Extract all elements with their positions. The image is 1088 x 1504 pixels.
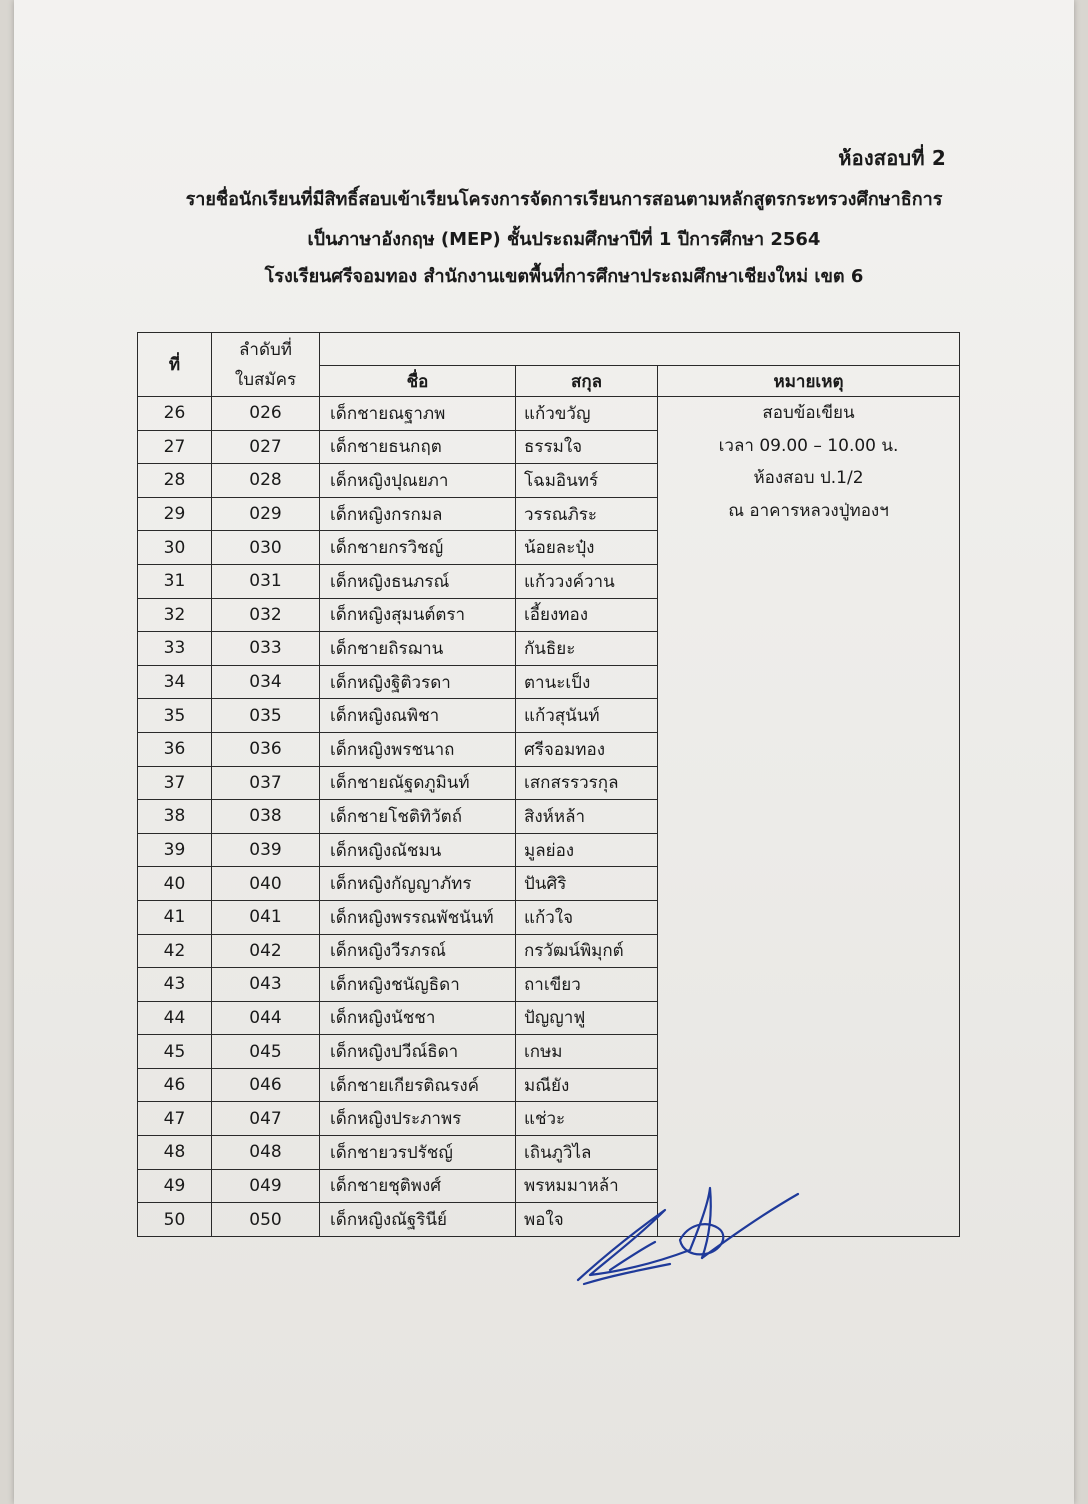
student-list-table (137, 332, 960, 1237)
remark-line: เวลา 09.00 – 10.00 น. (718, 435, 899, 456)
row-application-no: 041 (212, 900, 320, 934)
row-surname: ตานะเป็ง (516, 665, 658, 699)
row-application-no: 036 (212, 732, 320, 766)
row-application-no: 038 (212, 800, 320, 834)
row-number: 35 (138, 699, 212, 733)
row-surname: กันธิยะ (516, 632, 658, 666)
row-application-no: 033 (212, 632, 320, 666)
row-number: 27 (138, 430, 212, 464)
row-application-no: 049 (212, 1169, 320, 1203)
row-number: 33 (138, 632, 212, 666)
row-surname: แก้วใจ (516, 900, 658, 934)
row-number: 28 (138, 464, 212, 498)
row-surname: ปันศิริ (516, 867, 658, 901)
row-surname: น้อยละปุ๋ง (516, 531, 658, 565)
header-application-no-line-1: ลำดับที่ (238, 339, 292, 360)
remark-cell (658, 397, 960, 1237)
row-application-no: 039 (212, 833, 320, 867)
row-application-no: 042 (212, 934, 320, 968)
row-application-no: 037 (212, 766, 320, 800)
row-surname: แช่วะ (516, 1102, 658, 1136)
row-surname: โฉมอินทร์ (516, 464, 658, 498)
row-application-no: 028 (212, 464, 320, 498)
row-application-no: 034 (212, 665, 320, 699)
row-number: 46 (138, 1068, 212, 1102)
row-first-name: เด็กหญิงวีรภรณ์ (320, 934, 516, 968)
signature-icon (570, 1180, 810, 1290)
row-first-name: เด็กหญิงประภาพร (320, 1102, 516, 1136)
row-surname: วรรณภิระ (516, 497, 658, 531)
row-surname: ปัญญาฟู (516, 1001, 658, 1035)
row-number: 42 (138, 934, 212, 968)
header-name: ชื่อ (320, 366, 516, 397)
row-number: 29 (138, 497, 212, 531)
row-surname: พอใจ (516, 1203, 658, 1237)
row-application-no: 044 (212, 1001, 320, 1035)
row-first-name: เด็กหญิงณัฐรินีย์ (320, 1203, 516, 1237)
row-first-name: เด็กหญิงสุมนต์ตรา (320, 598, 516, 632)
row-application-no: 027 (212, 430, 320, 464)
remark-line: ณ อาคารหลวงปู่ทองฯ (728, 500, 889, 521)
row-first-name: เด็กหญิงปุณยภา (320, 464, 516, 498)
row-first-name: เด็กชายเกียรติณรงค์ (320, 1068, 516, 1102)
header-blank-merged (320, 333, 960, 366)
row-number: 45 (138, 1035, 212, 1069)
row-first-name: เด็กหญิงพรชนาถ (320, 732, 516, 766)
row-surname: สิงห์หล้า (516, 800, 658, 834)
header-no: ที่ (138, 333, 212, 397)
row-number: 40 (138, 867, 212, 901)
row-first-name: เด็กหญิงณัชมน (320, 833, 516, 867)
row-number: 26 (138, 397, 212, 431)
row-surname: แก้วสุนันท์ (516, 699, 658, 733)
row-surname: แก้ววงค์วาน (516, 564, 658, 598)
header-remark: หมายเหตุ (658, 366, 960, 397)
row-surname: แก้วขวัญ (516, 397, 658, 431)
row-application-no: 040 (212, 867, 320, 901)
row-number: 37 (138, 766, 212, 800)
row-application-no: 029 (212, 497, 320, 531)
row-surname: มูลย่อง (516, 833, 658, 867)
header-application-no-line-2: ใบสมัคร (234, 369, 297, 390)
row-surname: ศรีจอมทอง (516, 732, 658, 766)
row-number: 41 (138, 900, 212, 934)
row-application-no: 035 (212, 699, 320, 733)
document-title-line-2: เป็นภาษาอังกฤษ (MEP) ชั้นประถมศึกษาปีที่ 1 ปีการศึกษา 2564 (307, 229, 821, 250)
row-first-name: เด็กชายวรปรัชญ์ (320, 1136, 516, 1170)
row-first-name: เด็กหญิงกรกมล (320, 497, 516, 531)
row-application-no: 026 (212, 397, 320, 431)
row-surname: ถาเขียว (516, 968, 658, 1002)
row-surname: เถินภูวิไล (516, 1136, 658, 1170)
row-number: 32 (138, 598, 212, 632)
row-surname: กรวัฒน์พิมุกต์ (516, 934, 658, 968)
remark-line: ห้องสอบ ป.1/2 (753, 468, 864, 489)
table-row (138, 397, 960, 431)
row-application-no: 030 (212, 531, 320, 565)
table-header-row (138, 333, 960, 366)
row-first-name: เด็กหญิงธนภรณ์ (320, 564, 516, 598)
row-first-name: เด็กชายโชติทิวัตถ์ (320, 800, 516, 834)
remark-line: สอบข้อเขียน (762, 403, 855, 423)
row-first-name: เด็กชายธนกฤต (320, 430, 516, 464)
row-number: 47 (138, 1102, 212, 1136)
row-first-name: เด็กหญิงณพิชา (320, 699, 516, 733)
row-number: 36 (138, 732, 212, 766)
row-surname: ธรรมใจ (516, 430, 658, 464)
row-number: 50 (138, 1203, 212, 1237)
row-surname: เสกสรรวรกุล (516, 766, 658, 800)
row-application-no: 045 (212, 1035, 320, 1069)
row-first-name: เด็กหญิงปวีณ์ธิดา (320, 1035, 516, 1069)
exam-room-label: ห้องสอบที่ 2 (838, 146, 946, 170)
row-surname: เอี้ยงทอง (516, 598, 658, 632)
row-first-name: เด็กหญิงกัญญาภัทร (320, 867, 516, 901)
row-application-no: 032 (212, 598, 320, 632)
row-surname: มณียัง (516, 1068, 658, 1102)
row-application-no: 047 (212, 1102, 320, 1136)
row-first-name: เด็กหญิงนัชชา (320, 1001, 516, 1035)
row-number: 39 (138, 833, 212, 867)
row-application-no: 043 (212, 968, 320, 1002)
row-first-name: เด็กหญิงฐิติวรดา (320, 665, 516, 699)
row-number: 34 (138, 665, 212, 699)
row-first-name: เด็กชายชุติพงศ์ (320, 1169, 516, 1203)
row-surname: พรหมมาหล้า (516, 1169, 658, 1203)
row-application-no: 048 (212, 1136, 320, 1170)
header-application-no (212, 333, 320, 397)
row-first-name: เด็กชายกรวิชญ์ (320, 531, 516, 565)
header-surname: สกุล (516, 366, 658, 397)
row-first-name: เด็กชายณัฐดภูมินท์ (320, 766, 516, 800)
row-number: 48 (138, 1136, 212, 1170)
row-number: 31 (138, 564, 212, 598)
row-first-name: เด็กชายถิรฌาน (320, 632, 516, 666)
row-number: 43 (138, 968, 212, 1002)
row-first-name: เด็กชายณฐาภพ (320, 397, 516, 431)
row-application-no: 046 (212, 1068, 320, 1102)
row-number: 38 (138, 800, 212, 834)
row-application-no: 031 (212, 564, 320, 598)
row-number: 30 (138, 531, 212, 565)
row-number: 44 (138, 1001, 212, 1035)
row-surname: เกษม (516, 1035, 658, 1069)
document-title-line-1: รายชื่อนักเรียนที่มีสิทธิ์สอบเข้าเรียนโครงการจัดการเรียนการสอนตามหลักสูตรกระทรวงศึกษาธิการ (185, 189, 943, 210)
row-first-name: เด็กหญิงพรรณพัชนันท์ (320, 900, 516, 934)
row-first-name: เด็กหญิงชนัญธิดา (320, 968, 516, 1002)
document-title-line-3: โรงเรียนศรีจอมทอง สำนักงานเขตพื้นที่การศึกษาประถมศึกษาเชียงใหม่ เขต 6 (264, 266, 864, 287)
row-application-no: 050 (212, 1203, 320, 1237)
row-number: 49 (138, 1169, 212, 1203)
